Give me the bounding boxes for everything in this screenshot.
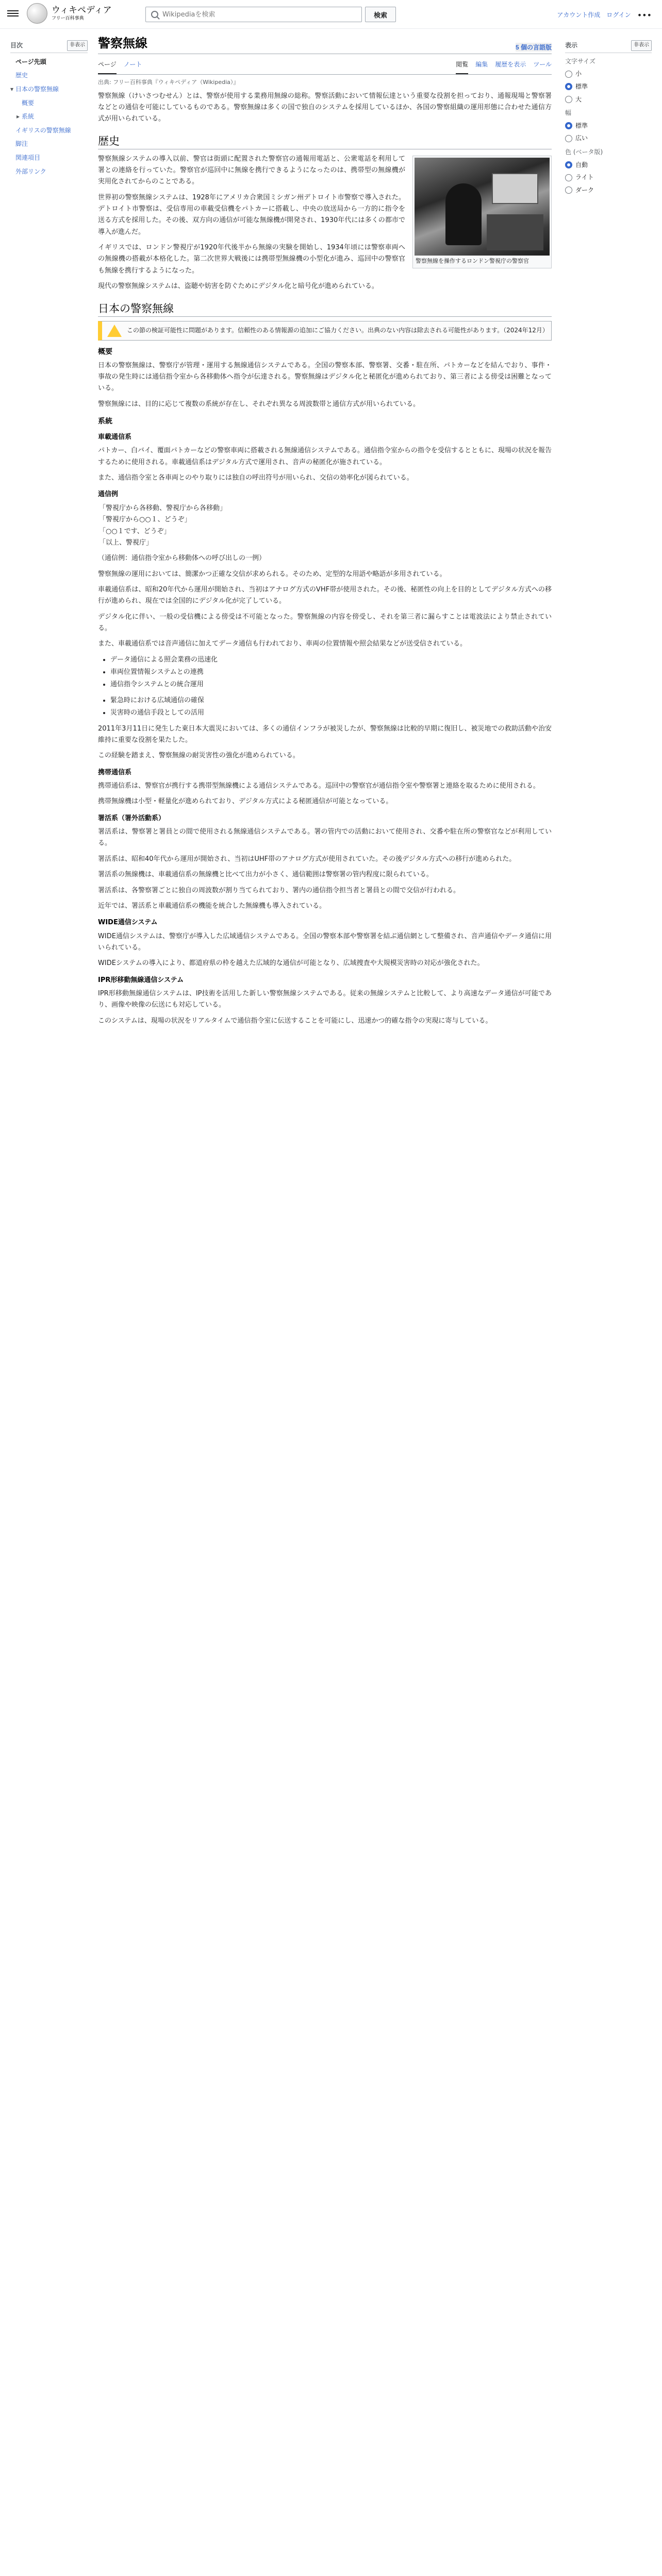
- main-content: [98, 35, 552, 1031]
- portable-paragraph: 携帯通信系は、警察官が携行する携帯型無線機による通信システムである。巡回中の警察官が通信指令室や警察署と連絡を取るために使用される。: [98, 782, 540, 790]
- toc-item[interactable]: [10, 82, 88, 96]
- notice-text: この節の検証可能性に問題があります。信頼性のある情報源の追加にご協力ください。出典のない内容は除去される可能性があります。（2024年12月）: [127, 327, 549, 334]
- subsection-portable-heading: 携帯通信系: [98, 768, 132, 776]
- call-line: 「以上、警視庁」: [99, 538, 153, 547]
- logo-subtitle: フリー百科事典: [52, 15, 84, 21]
- toc-item[interactable]: [10, 55, 88, 69]
- portable-paragraph: 携帯無線機は小型・軽量化が進められており、デジタル方式による秘匿通信が可能となっている。: [98, 798, 393, 806]
- thumbnail-figure: [412, 156, 552, 268]
- logo-title: ウィキペディア: [52, 5, 112, 15]
- call-line: 「警視庁から各移動、警視庁から各移動」: [99, 504, 227, 512]
- color-auto-radio[interactable]: [565, 160, 652, 171]
- text-size-large-radio[interactable]: [565, 94, 652, 105]
- vehicle-paragraph: 2011年3月11日に発生した東日本大震災においては、多くの通信インフラが被災したが、警察無線は比較的早期に復旧し、被災地での救助活動や治安維持に重要な役割を果たした。: [98, 724, 552, 744]
- width-standard-radio[interactable]: [565, 121, 652, 131]
- toc-item[interactable]: [10, 69, 88, 82]
- tab-edit[interactable]: 編集: [475, 61, 488, 68]
- radio-label: 広い: [575, 134, 588, 142]
- overview-paragraph: 警察無線には、目的に応じて複数の系統が存在し、それぞれ異なる周波数帯と通信方式が用いられている。: [98, 400, 420, 408]
- list-item: • 通信指令システムとの統合運用: [110, 679, 552, 690]
- search-box: [145, 7, 362, 22]
- toc-item[interactable]: [10, 124, 88, 138]
- toc-item-label: 脚注: [15, 140, 28, 148]
- text-size-small-radio[interactable]: [565, 69, 652, 79]
- toc-item[interactable]: [10, 165, 88, 179]
- intro-paragraph: 警察無線（けいさつむせん）とは、警察が使用する業務用無線の総称。警察活動において情報伝達という重要な役割を担っており、通報現場と警察署などとの通信を可能にしているものである。警察無線は多くの国で独自のシステムを採用しているほか、各国の警察組織の運用形態に合わせた通信方式が用いられている。: [98, 92, 552, 123]
- history-paragraph: 世界初の警察無線システムは、1928年にアメリカ合衆国ミシガン州デトロイト市警察で導入された。デトロイト市警察は、受信専用の車載受信機をパトカーに搭載し、中央の放送局から一方的に指令を送る方式を採用した。その後、双方向の通信が可能な無線機が開発され、1930年代には多くの都市で導入が進んだ。: [98, 193, 405, 236]
- wide-paragraph: WIDEシステムの導入により、都道府県の枠を越えた広域的な通信が可能となり、広域捜査や大規模災害時の対応が強化された。: [98, 959, 484, 968]
- call-examples: [98, 503, 552, 549]
- search-button[interactable]: 検索: [365, 7, 396, 22]
- toc-item-label: イギリスの警察無線: [15, 126, 71, 134]
- ipr-paragraph: IPR形移動無線通信システムは、IP技術を活用した新しい警察無線システムである。従来の無線システムと比較して、より高速なデータ通信が可能であり、画像や映像の伝送にも対応している。: [98, 990, 552, 1009]
- text-size-label: 文字サイズ: [565, 57, 596, 65]
- radio-label: 標準: [575, 122, 588, 129]
- main-menu-button[interactable]: [7, 9, 19, 18]
- search-input[interactable]: [162, 11, 361, 19]
- toc-item-label: 外部リンク: [15, 167, 46, 175]
- toc-list: [10, 55, 88, 179]
- radio-label: 小: [575, 70, 582, 78]
- site-logo[interactable]: [27, 3, 112, 24]
- article-body: [98, 91, 552, 1027]
- vehicle-paragraph: 警察無線の運用においては、簡潔かつ正確な交信が求められる。そのため、定型的な用語や略語が多用されている。: [98, 570, 446, 578]
- toc-item[interactable]: [10, 96, 88, 110]
- tab-talk[interactable]: ノート: [123, 61, 142, 68]
- color-light-radio[interactable]: [565, 172, 652, 183]
- toc-item-label: 系統: [22, 113, 35, 121]
- appearance-hide-button[interactable]: 非表示: [631, 40, 652, 51]
- station-paragraph: 近年では、署活系と車載通信系の機能を統合した無線機も導入されている。: [98, 902, 326, 910]
- subsection-callsign-heading: 通信例: [98, 490, 119, 499]
- subsection-ipr-heading: IPR形移動無線通信システム: [98, 976, 184, 984]
- text-size-standard-radio[interactable]: [565, 81, 652, 92]
- toc-header: [10, 40, 88, 53]
- vehicle-paragraph: また、車載通信系では音声通信に加えてデータ通信も行われており、車両の位置情報や照会結果などが送受信されている。: [98, 640, 467, 648]
- page-tabs: [98, 57, 552, 75]
- appearance-panel: [565, 40, 652, 198]
- width-wide-radio[interactable]: [565, 133, 652, 144]
- toc-item[interactable]: [10, 110, 88, 124]
- color-label: 色 (ベータ版): [565, 148, 603, 156]
- section-history-heading: 歴史: [98, 133, 552, 149]
- ipr-paragraph: このシステムは、現場の状況をリアルタイムで通信指令室に伝送することを可能にし、迅速かつ的確な指令の実現に寄与している。: [98, 1016, 492, 1025]
- subsection-vehicle-heading: 車載通信系: [98, 433, 132, 441]
- toc-hide-button[interactable]: 非表示: [67, 40, 88, 51]
- source-note: 出典: フリー百科事典『ウィキペディア（Wikipedia）』: [98, 78, 239, 86]
- call-line: 「警視庁から○○１、どうぞ」: [99, 516, 191, 524]
- vehicle-paragraph: また、通信指令室と各車両とのやり取りには独自の呼出符号が用いられ、交信の効率化が図られている。: [98, 474, 413, 482]
- language-button[interactable]: 5 個の言語版: [515, 44, 552, 51]
- subsection-station-heading: 署活系（署外活動系）: [98, 814, 166, 822]
- vehicle-paragraph: パトカー、白バイ、覆面パトカーなどの警察車両に搭載される無線通信システムである。通信指令室からの指令を受信するとともに、現場の状況を報告するために使用される。車載通信系はデジタル方式で運用され、音声の秘匿化が施されている。: [98, 447, 552, 466]
- radio-label: ライト: [575, 174, 594, 181]
- warning-icon: [107, 325, 122, 337]
- station-paragraph: 署活系の無線機は、車載通信系の無線機と比べて出力が小さく、通信範囲は警察署の管内程度に限られている。: [98, 871, 433, 879]
- station-paragraph: 署活系は、各警察署ごとに独自の周波数が割り当てられており、署内の通信指令担当者と署員との間で交信が行われる。: [98, 886, 460, 894]
- create-account-link[interactable]: アカウント作成: [557, 11, 601, 19]
- feature-list: [110, 654, 552, 691]
- vehicle-paragraph: デジタル化に伴い、一般の受信機による傍受は不可能となった。警察無線の内容を傍受し、それを第三者に漏らすことは電波法により禁止されている。: [98, 613, 552, 633]
- toc-item-label: ページ先頭: [15, 58, 46, 65]
- toc-item-label: 日本の警察無線: [15, 85, 59, 93]
- toc-item-label: 概要: [22, 99, 35, 107]
- user-links: [557, 8, 652, 23]
- overview-paragraph: 日本の警察無線は、警察庁が管理・運用する無線通信システムである。全国の警察本部、警察署、交番・駐在所、パトカーなどを結んでおり、事件・事故の発生時には通信指令室から各移動体へ指令が伝達される。警察無線はデジタル化と秘匿化が進められており、第三者による傍受は困難となっている。: [98, 361, 552, 393]
- width-label: 幅: [565, 109, 572, 117]
- maintenance-notice: [98, 321, 552, 341]
- appearance-header: [565, 40, 652, 53]
- wikipedia-globe-icon: [27, 3, 47, 24]
- radio-label: 標準: [575, 82, 588, 90]
- list-item: • データ通信による照会業務の迅速化: [110, 654, 552, 666]
- vehicle-paragraph: 車載通信系は、昭和20年代から運用が開始され、当初はアナログ方式のVHF帯が使用された。その後、秘匿性の向上を目的としてデジタル方式への移行が進められ、現在では全国的にデジタル化が完了している。: [98, 585, 552, 605]
- site-header: [0, 0, 662, 29]
- section-system-heading: 系統: [98, 417, 112, 426]
- wide-paragraph: WIDE通信システムは、警察庁が導入した広域通信システムである。全国の警察本部や警察署を結ぶ通信網として整備され、音声通信やデータ通信に用いられている。: [98, 932, 552, 952]
- radio-label: 自動: [575, 161, 588, 168]
- tab-page[interactable]: ページ: [98, 57, 117, 74]
- vehicle-paragraph: この経験を踏まえ、警察無線の耐災害性の強化が進められている。: [98, 752, 300, 760]
- more-options-icon[interactable]: •••: [637, 10, 652, 20]
- appearance-title: 表示: [565, 42, 578, 49]
- photo-caption: 警察無線を操作するロンドン警視庁の警察官: [416, 257, 529, 264]
- section-overview-heading: 概要: [98, 347, 112, 356]
- toc-item[interactable]: [10, 137, 88, 151]
- police-radio-photo[interactable]: [415, 158, 550, 256]
- tab-tools[interactable]: ツール: [533, 61, 552, 68]
- toc-caret-icon[interactable]: ▸: [16, 113, 20, 121]
- history-paragraph: 警察無線システムの導入以前、警官は街頭に配置された警察官の通報用電話と、公衆電話を利用して署との連絡を行っていた。警察官が巡回中に無線を携行できるようになったのは、携帯型の無線機が実用化されてからのことである。: [98, 155, 405, 186]
- station-paragraph: 署活系は、警察署と署員との間で使用される無線通信システムである。署の管内での活動において使用され、交番や駐在所の警察官などが利用している。: [98, 828, 552, 848]
- subsection-wide-heading: WIDE通信システム: [98, 919, 158, 927]
- radio-label: 大: [575, 95, 582, 103]
- call-note: （通信例：通信指令室から移動体への呼び出しの一例）: [98, 554, 266, 563]
- toc-caret-icon[interactable]: ▾: [10, 85, 14, 93]
- title-row: [98, 35, 552, 54]
- history-paragraph: イギリスでは、ロンドン警視庁が1920年代後半から無線の実験を開始し、1934年頃には警察車両への無線機の搭載が本格化した。第二次世界大戦後には携帯型無線機の小型化が進み、巡回中の警察官も無線を携行するようになった。: [98, 244, 405, 275]
- list-item: • 緊急時における広域通信の確保: [110, 695, 552, 706]
- login-link[interactable]: ログイン: [606, 11, 631, 19]
- section-japan-heading: 日本の警察無線: [98, 301, 552, 317]
- list-item: • 災害時の通信手段としての活用: [110, 707, 552, 719]
- page-title: 警察無線: [98, 36, 147, 50]
- radio-label: ダーク: [575, 186, 594, 194]
- history-paragraph: 現代の警察無線システムは、盗聴や妨害を防ぐためにデジタル化と暗号化が進められている。: [98, 282, 378, 291]
- toc-item-label: 歴史: [15, 72, 28, 79]
- feature-list: [110, 695, 552, 719]
- station-paragraph: 署活系は、昭和40年代から運用が開始され、当初はUHF帯のアナログ方式が使用されていた。その後デジタル方式への移行が進められた。: [98, 855, 516, 863]
- list-item: • 車両位置情報システムとの連携: [110, 667, 552, 678]
- tab-read[interactable]: 閲覧: [456, 57, 468, 74]
- tab-history[interactable]: 履歴を表示: [495, 61, 526, 68]
- toc-title: 目次: [10, 42, 23, 49]
- call-line: 「○○１です、どうぞ」: [99, 527, 171, 535]
- table-of-contents: [10, 40, 88, 178]
- color-dark-radio[interactable]: [565, 185, 652, 196]
- toc-item-label: 関連項目: [15, 154, 41, 161]
- toc-item[interactable]: [10, 151, 88, 165]
- search-icon: [151, 11, 158, 18]
